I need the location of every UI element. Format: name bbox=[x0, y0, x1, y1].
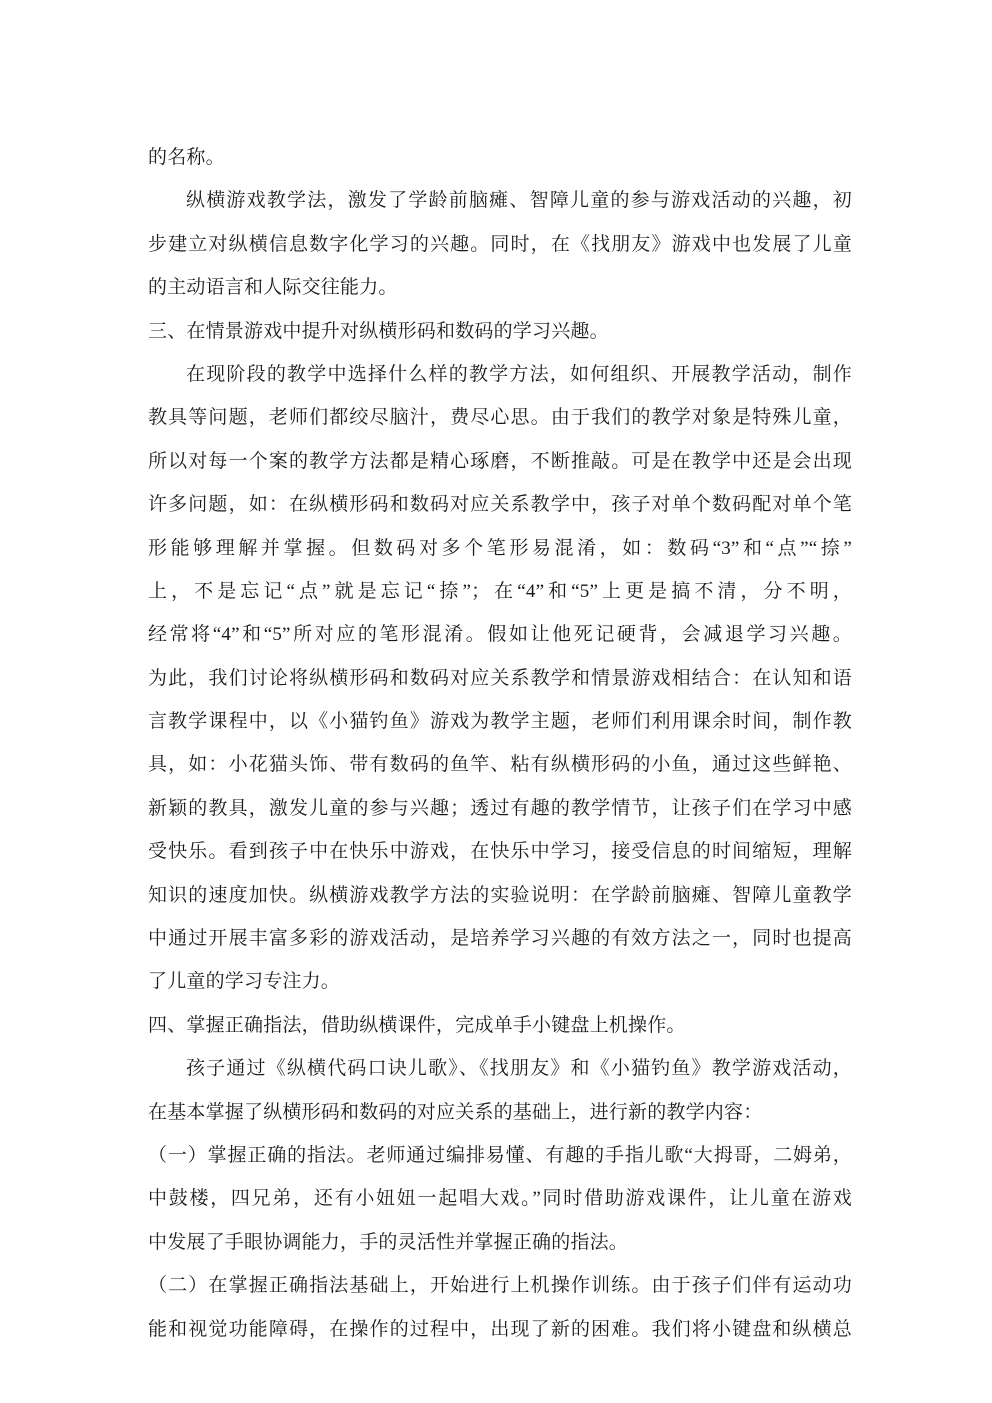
text-line: 新颖的教具，激发儿童的参与兴趣；透过有趣的教学情节，让孩子们在学习中感 bbox=[148, 797, 852, 819]
text-line: 在基本掌握了纵横形码和数码的对应关系的基础上，进行新的教学内容： bbox=[148, 1101, 763, 1123]
text-line: 所以对每一个案的教学方法都是精心琢磨，不断推敲。可是在教学中还是会出现 bbox=[148, 450, 852, 472]
text-line: 的主动语言和人际交往能力。 bbox=[148, 277, 398, 299]
text-line: 具，如：小花猫头饰、带有数码的鱼竿、粘有纵横形码的小鱼，通过这些鲜艳、 bbox=[148, 754, 852, 776]
text-line: 许多问题，如：在纵横形码和数码对应关系教学中，孩子对单个数码配对单个笔 bbox=[148, 494, 852, 516]
section-heading: 四、掌握正确指法，借助纵横课件，完成单手小键盘上机操作。 bbox=[148, 1014, 686, 1036]
text-line: 的名称。 bbox=[148, 147, 225, 168]
text-line: 能和视觉功能障碍，在操作的过程中，出现了新的困难。我们将小键盘和纵横总 bbox=[148, 1318, 852, 1340]
text-line: 形能够理解并掌握。但数码对多个笔形易混淆，如：数码“3”和“点”“捺” bbox=[148, 537, 852, 559]
text-line: 为此，我们讨论将纵横形码和数码对应关系教学和情景游戏相结合：在认知和语 bbox=[148, 667, 852, 689]
text-line: 了儿童的学习专注力。 bbox=[148, 971, 341, 993]
section-heading: 三、在情景游戏中提升对纵横形码和数码的学习兴趣。 bbox=[148, 320, 609, 342]
text-line: 经常将“4”和“5”所对应的笔形混淆。假如让他死记硬背，会减退学习兴趣。 bbox=[148, 624, 852, 646]
document-text-block bbox=[148, 136, 852, 1351]
text-line: 在现阶段的教学中选择什么样的教学方法，如何组织、开展教学活动，制作 bbox=[186, 363, 852, 385]
text-line: 上，不是忘记“点”就是忘记“捺”；在“4”和“5”上更是搞不清，分不明， bbox=[148, 580, 852, 602]
text-line: 言教学课程中，以《小猫钓鱼》游戏为教学主题，老师们利用课余时间，制作教 bbox=[148, 711, 852, 733]
text-line: 中鼓楼，四兄弟，还有小妞妞一起唱大戏。”同时借助游戏课件，让儿童在游戏 bbox=[148, 1188, 852, 1210]
text-line: （二）在掌握正确指法基础上，开始进行上机操作训练。由于孩子们伴有运动功 bbox=[148, 1275, 852, 1297]
text-line: 孩子通过《纵横代码口诀儿歌》、《找朋友》和《小猫钓鱼》教学游戏活动， bbox=[186, 1058, 852, 1080]
text-line: 知识的速度加快。纵横游戏教学方法的实验说明：在学龄前脑瘫、智障儿童教学 bbox=[148, 884, 852, 906]
text-line: 步建立对纵横信息数字化学习的兴趣。同时，在《找朋友》游戏中也发展了儿童 bbox=[148, 233, 852, 255]
text-line: 纵横游戏教学法，激发了学龄前脑瘫、智障儿童的参与游戏活动的兴趣，初 bbox=[186, 190, 852, 212]
text-line: 受快乐。看到孩子中在快乐中游戏，在快乐中学习，接受信息的时间缩短，理解 bbox=[148, 841, 852, 863]
text-line: 中通过开展丰富多彩的游戏活动，是培养学习兴趣的有效方法之一，同时也提高 bbox=[148, 928, 852, 950]
text-line: 中发展了手眼协调能力，手的灵活性并掌握正确的指法。 bbox=[148, 1231, 629, 1253]
text-line: （一）掌握正确的指法。老师通过编排易懂、有趣的手指儿歌“大拇哥，二姆弟， bbox=[148, 1144, 852, 1166]
text-line: 教具等问题，老师们都绞尽脑汁，费尽心思。由于我们的教学对象是特殊儿童， bbox=[148, 407, 852, 429]
